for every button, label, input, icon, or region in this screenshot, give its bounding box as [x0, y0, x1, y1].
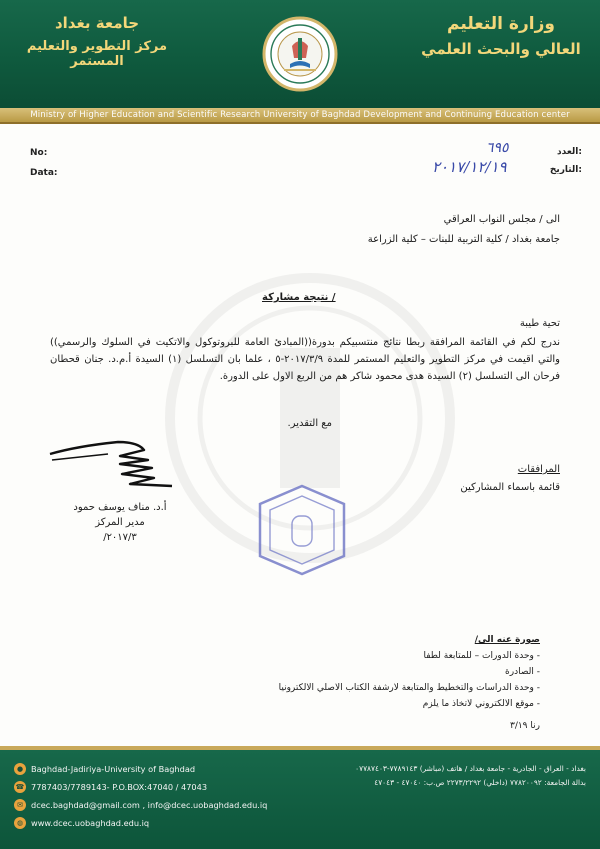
- university-name: [12, 14, 182, 69]
- ministry-name-line2: العالي والبحث العلمي: [421, 40, 581, 58]
- footer-arabic-line1: بغداد - العراق - الجادرية - جامعة بغداد / هاتف (مباشر) ٧٧٨٩١٤٣-٠٧٧٨٧٤٠٣: [355, 764, 586, 773]
- email-link[interactable]: dcec.baghdad@gmail.com , info@dcec.uobaghdad.edu.iq: [31, 800, 268, 810]
- copies-heading: صورة عنه الى/: [474, 635, 540, 645]
- university-name-line2: مركز التطوير والتعليم المستمر: [26, 39, 168, 69]
- seal-icon: [262, 6, 338, 102]
- copies-item: - وحدة الدراسات والتخطيط والمتابعة لارشفة الكتاب الاصلي الالكترونيا: [278, 683, 540, 693]
- signature-graphic: [48, 430, 188, 490]
- ministry-name-line1: وزارة التعليم: [447, 14, 555, 34]
- globe-icon: ◍: [14, 817, 26, 829]
- ministry-name: [416, 14, 586, 58]
- letterhead: [0, 0, 600, 108]
- footer-arabic-line2: بدالة الجامعة: ٧٧٨٢٠٠٩٢ (داخلي) ٢٢٧٣/٢٢٩٢ ص.ب: ٤٧٠٤٠ - ٤٧٠٤٣: [374, 778, 586, 787]
- official-stamp-icon: [252, 482, 352, 578]
- typist-initials: رنا ٣/١٩: [509, 721, 540, 731]
- copies-item: - وحدة الدورات – للمتابعة لطفا: [423, 651, 540, 661]
- attachments-item: قائمة باسماء المشاركين: [460, 482, 560, 493]
- letterhead-strip: Ministry of Higher Education and Scientific Research University of Baghdad Development and Continuing Education center: [0, 108, 600, 124]
- footer-address: [14, 760, 274, 778]
- greeting: تحية طيبة: [519, 318, 560, 329]
- email-icon: ✉: [14, 799, 26, 811]
- footer-website: [14, 814, 274, 832]
- location-pin-icon: ●: [14, 763, 26, 775]
- website-link[interactable]: www.dcec.uobaghdad.edu.iq: [31, 818, 150, 828]
- signatory-name: أ.د. مناف يوسف حمود: [73, 502, 167, 513]
- date-label-ar: :التاريخ: [549, 165, 582, 175]
- reference-date: ٢٠١٧/١٢/١٩: [432, 158, 507, 176]
- copies-item: - الصادرة: [505, 667, 540, 677]
- number-label-en: No:: [30, 148, 48, 158]
- signatory-title: مدير المركز: [95, 517, 145, 528]
- university-name-line1: جامعة بغداد: [54, 14, 140, 32]
- footer-email: [14, 796, 274, 814]
- footer-phone: [14, 778, 274, 796]
- copies-item: - موقع الالكتروني لاتخاذ ما يلزم: [422, 699, 540, 709]
- recipient-line1: الى / مجلس النواب العراقي: [443, 214, 560, 225]
- footer-contacts: [14, 760, 274, 832]
- phone-icon: ☎: [15, 783, 25, 791]
- closing: مع التقدير.: [287, 418, 332, 429]
- footer-arabic-contacts: [286, 762, 586, 790]
- letter-body: ندرج لكم في القائمة المرافقة ربطا نتائج منتسبيكم بدورة((المبادئ العامة للبروتوكول والاتكيت في السلوك والرسمي)) والتي اقيمت في مركز التطوير والتعليم المستمر للمدة ٢٠١٧/٣/٩-٥ ، علما بان التسلسل (١) السيدة أ.م.د. جنان قحطان فرحان الى التسلسل (٢) السيدة هدى محمود شاكر هم من الربع الاول على الدورة.: [50, 337, 560, 382]
- phone-text: 7787403/7789143- P.O.BOX:47040 / 47043: [31, 782, 208, 792]
- address-text: Baghdad-Jadiriya-University of Baghdad: [31, 764, 196, 774]
- university-seal-logo: [262, 4, 338, 104]
- recipient-line2: جامعة بغداد / كلية التربية للبنات – كلية الزراعة: [367, 234, 560, 245]
- reference-number: ٦٩٥: [486, 140, 509, 156]
- date-label-en: Data:: [30, 168, 58, 178]
- number-label-ar: :العدد: [557, 147, 582, 157]
- copies-to-list: [120, 632, 540, 734]
- subject-line: / نتيجة مشاركة: [262, 292, 336, 303]
- signatory-date: ٢٠١٧/٣/: [103, 532, 137, 543]
- attachments-label: المرافقات: [517, 464, 560, 475]
